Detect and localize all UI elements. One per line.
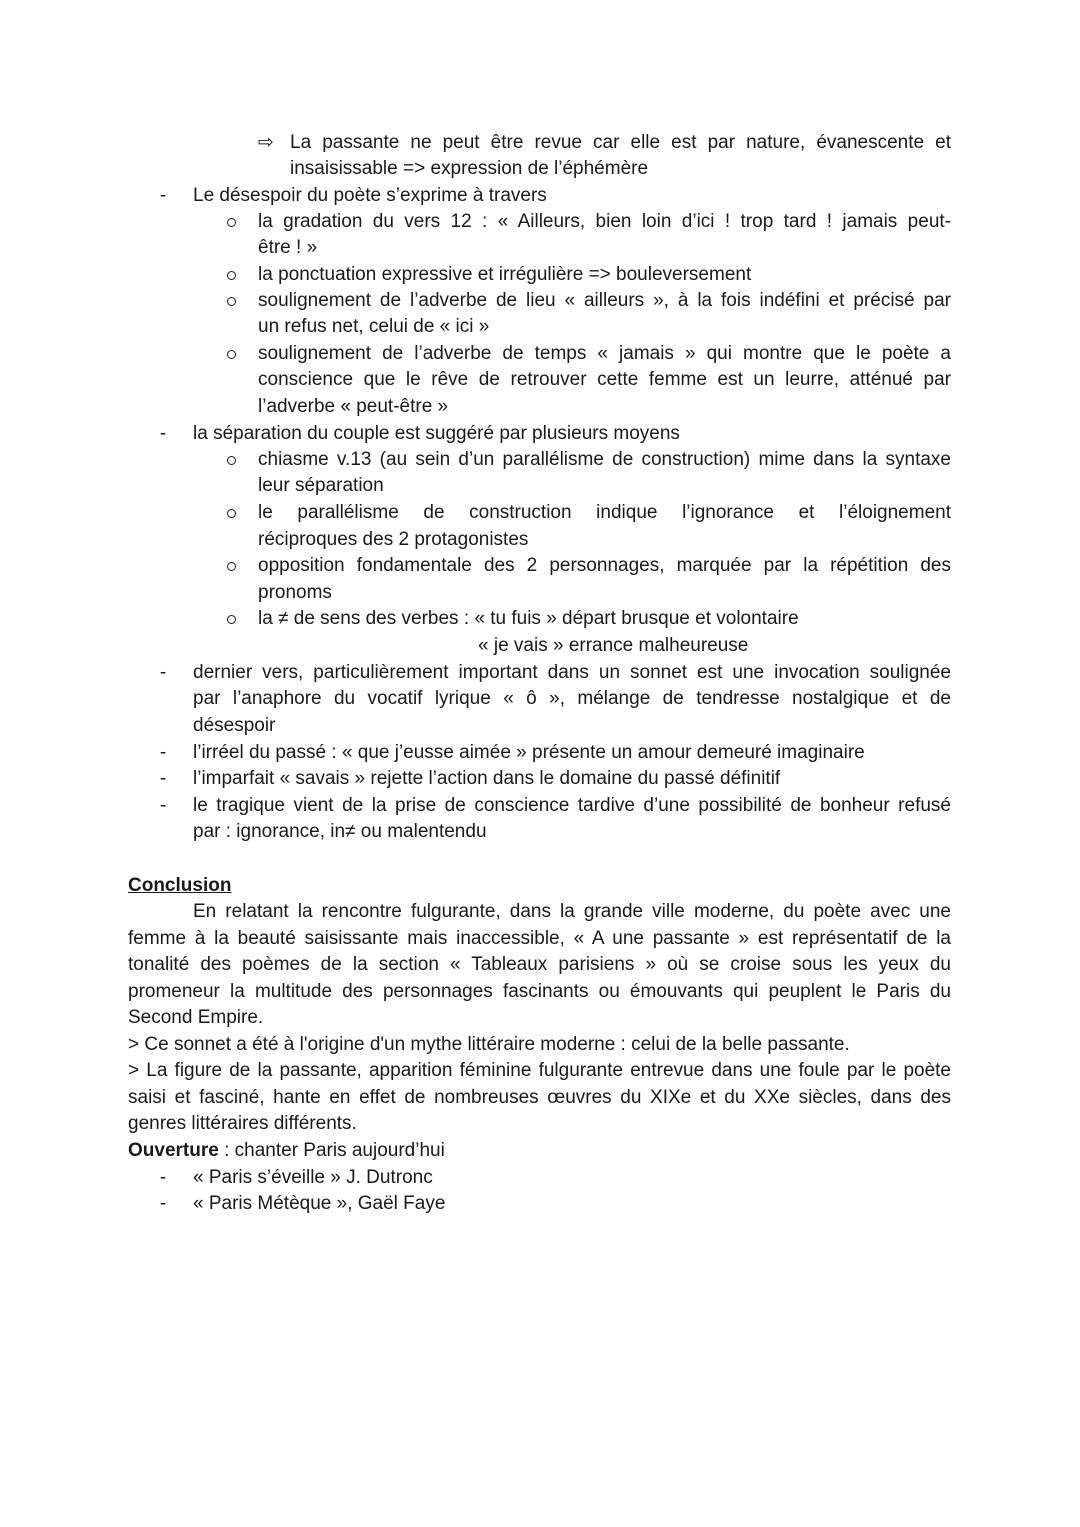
list-item-line: le parallélisme de construction indique l’ignorance et l’éloignement (258, 502, 951, 523)
list-item-line: désespoir (193, 715, 276, 736)
list-item-line: conscience que le rêve de retrouver cette femme est un leurre, atténué par (258, 369, 951, 390)
list-item-line: soulignement de l’adverbe de temps « jamais » qui montre que le poète a (258, 343, 951, 364)
list-item-line: par : ignorance, in≠ ou malentendu (193, 821, 487, 842)
dash-bullet: - (159, 768, 167, 789)
list-item-line: la ≠ de sens des verbes : « tu fuis » départ brusque et volontaire (258, 608, 799, 629)
conclusion-point: saisi et fasciné, hante en effet de nombreuses œuvres du XIXe et du XXe siècles, dans des (128, 1087, 951, 1108)
conclusion-point: > La figure de la passante, apparition féminine fulgurante entrevue dans une foule par le poète (128, 1060, 951, 1081)
circle-bullet (227, 615, 236, 624)
conclusion-point: genres littéraires différents. (128, 1113, 357, 1134)
list-item-line: leur séparation (258, 475, 384, 496)
list-item-line: le tragique vient de la prise de conscience tardive d’une possibilité de bonheur refusé (193, 795, 951, 816)
list-item-line: pronoms (258, 582, 332, 603)
circle-bullet (227, 509, 236, 518)
arrow-icon: ⇨ (258, 132, 274, 153)
circle-bullet (227, 218, 236, 227)
dash-bullet: - (159, 1167, 167, 1188)
dash-bullet: - (159, 185, 167, 206)
list-item-line: la gradation du vers 12 : « Ailleurs, bien loin d’ici ! trop tard ! jamais peut- (258, 211, 951, 232)
opening-text: : chanter Paris aujourd’hui (218, 1140, 445, 1161)
conclusion-paragraph-line: tonalité des poèmes de la section « Tableaux parisiens » où se croise sous les yeux du (128, 954, 951, 975)
opening-line (128, 1138, 445, 1164)
list-item-line: soulignement de l’adverbe de lieu « ailleurs », à la fois indéfini et précisé par (258, 290, 951, 311)
list-item-line: la ponctuation expressive et irrégulière => bouleversement (258, 264, 752, 285)
circle-bullet (227, 456, 236, 465)
dash-bullet: - (159, 662, 167, 683)
circle-bullet (227, 271, 236, 280)
list-item-line: l’adverbe « peut-être » (258, 396, 449, 417)
list-item-line: « je vais » errance malheureuse (478, 635, 749, 656)
conclusion-paragraph-line: En relatant la rencontre fulgurante, dans la grande ville moderne, du poète avec une (193, 901, 951, 922)
song-item: « Paris s’éveille » J. Dutronc (193, 1167, 433, 1188)
list-item-line: un refus net, celui de « ici » (258, 316, 490, 337)
dash-bullet: - (159, 795, 167, 816)
opening-label: Ouverture (128, 1140, 219, 1161)
conclusion-paragraph-line: femme à la beauté saisissante mais inaccessible, « A une passante » est représentatif de la (128, 928, 951, 949)
circle-bullet (227, 562, 236, 571)
list-item-line: l’imparfait « savais » rejette l’action dans le domaine du passé définitif (193, 768, 781, 789)
dash-bullet: - (159, 1193, 167, 1214)
conclusion-paragraph-line: Second Empire. (128, 1007, 264, 1028)
conclusion-paragraph-line: promeneur la multitude des personnages fascinants ou émouvants qui peuplent le Paris du (128, 981, 951, 1002)
list-item-line: dernier vers, particulièrement important dans un sonnet est une invocation soulignée (193, 662, 951, 683)
list-item-line: par l’anaphore du vocatif lyrique « ô », mélange de tendresse nostalgique et de (193, 688, 951, 709)
despair-intro: Le désespoir du poète s’exprime à travers (193, 185, 547, 206)
list-item-line: être ! » (258, 237, 318, 258)
separation-intro: la séparation du couple est suggéré par plusieurs moyens (193, 423, 680, 444)
arrow-item-line: La passante ne peut être revue car elle est par nature, évanescente et (290, 132, 951, 153)
conclusion-heading: Conclusion (128, 875, 232, 896)
arrow-item-line: insaisissable => expression de l’éphémère (290, 158, 649, 179)
list-item-line: l’irréel du passé : « que j’eusse aimée » présente un amour demeuré imaginaire (193, 742, 865, 763)
list-item-line: chiasme v.13 (au sein d’un parallélisme de construction) mime dans la syntaxe (258, 449, 951, 470)
conclusion-point: > Ce sonnet a été à l'origine d'un mythe littéraire moderne : celui de la belle passante. (128, 1034, 850, 1055)
song-item: « Paris Métèque », Gaël Faye (193, 1193, 446, 1214)
list-item-line: réciproques des 2 protagonistes (258, 529, 529, 550)
dash-bullet: - (159, 742, 167, 763)
dash-bullet: - (159, 423, 167, 444)
list-item-line: opposition fondamentale des 2 personnages, marquée par la répétition des (258, 555, 951, 576)
circle-bullet (227, 297, 236, 306)
circle-bullet (227, 350, 236, 359)
